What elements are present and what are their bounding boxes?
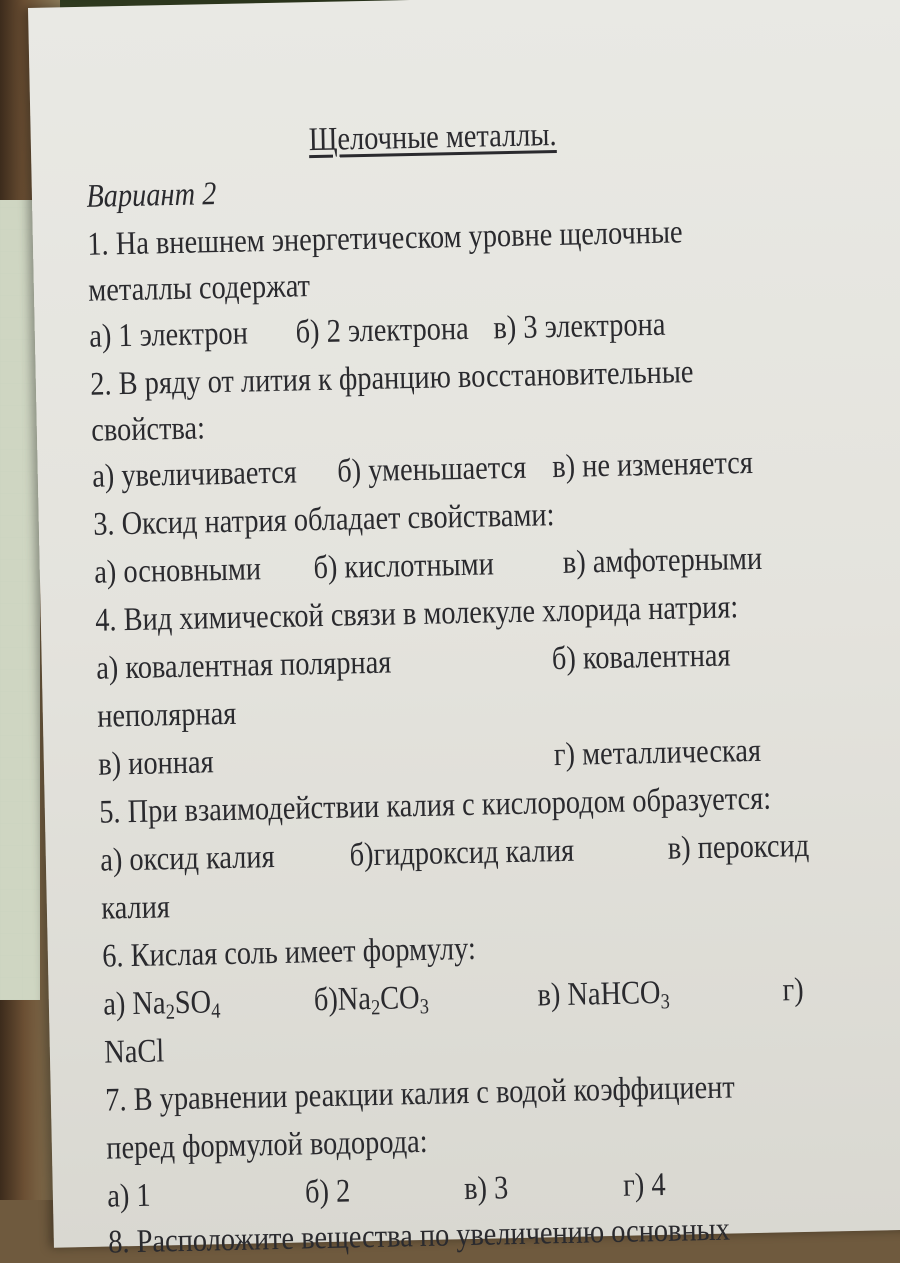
formula-part: SO: [174, 984, 212, 1022]
formula-subscript: 2: [165, 999, 176, 1024]
question-3-text: 3. Оксид натрия обладает свойствами:: [92, 497, 555, 543]
formula-subscript: 3: [660, 989, 671, 1014]
question-5-option-b: б)гидроксид калия: [349, 832, 575, 874]
question-6-option-d-continued: NaCl: [103, 1033, 165, 1071]
formula-subscript: 3: [419, 994, 430, 1019]
question-2-text-line2: свойства:: [90, 410, 206, 449]
worksheet-paper: [28, 0, 900, 1261]
question-6-option-d: г): [782, 971, 805, 1009]
question-7-text-line1: 7. В уравнении реакции калия с водой коэффициент: [104, 1069, 736, 1119]
question-4-option-a: а) ковалентная полярная: [95, 644, 392, 687]
formula-subscript: 4: [210, 998, 221, 1023]
question-2-option-b: б) уменьшается: [336, 449, 527, 490]
question-5-option-c-continued: калия: [100, 889, 171, 927]
formula-part: CO: [379, 980, 420, 1017]
question-6-option-c: [537, 975, 670, 1017]
question-1-text-line1: 1. На внешнем энергетическом уровне щелочные: [86, 214, 683, 263]
question-3-option-c: в) амфотерными: [562, 540, 763, 581]
question-6-option-a: [103, 984, 221, 1026]
question-4-option-b-continued: неполярная: [96, 695, 237, 735]
question-6-option-b: [314, 980, 430, 1022]
question-7-option-b: б) 2: [304, 1173, 351, 1211]
question-4-option-b: б) ковалентная: [551, 637, 731, 678]
question-5-text: 5. При взаимодействии калия с кислородом образуется:: [98, 780, 772, 831]
question-1-option-b: б) 2 электрона: [295, 310, 470, 351]
question-8-text: 8. Расположите вещества по увеличению основных: [107, 1211, 731, 1261]
question-7-text-line2: перед формулой водорода:: [105, 1123, 428, 1167]
question-4-option-d: г) металлическая: [553, 732, 762, 774]
question-4-option-c: в) ионная: [97, 744, 214, 783]
formula-part: б)Na: [313, 981, 372, 1019]
question-6-text: 6. Кислая соль имеет формулу:: [101, 930, 477, 975]
question-7-option-d: г) 4: [622, 1166, 666, 1204]
question-7-option-a: а) 1: [106, 1177, 152, 1215]
question-5-option-a: а) оксид калия: [99, 839, 275, 879]
formula-part: а) Na: [102, 985, 166, 1023]
formula-part: в) NaHCO: [537, 974, 661, 1014]
question-3-option-a: а) основными: [93, 551, 262, 591]
question-2-option-c: в) не изменяется: [551, 444, 754, 486]
page-title: Щелочные металлы.: [308, 116, 557, 159]
question-1-option-a: а) 1 электрон: [88, 315, 249, 355]
question-1-option-c: в) 3 электрона: [493, 306, 666, 347]
formula-subscript: 2: [370, 995, 381, 1020]
question-7-option-c: в) 3: [463, 1170, 509, 1208]
question-1-text-line2: металлы содержат: [87, 268, 311, 309]
variant-label: Вариант 2: [85, 176, 217, 215]
question-4-text: 4. Вид химической связи в молекуле хлорида натрия:: [94, 589, 739, 639]
question-2-text-line1: 2. В ряду от лития к францию восстановительные: [89, 354, 694, 403]
question-3-option-b: б) кислотными: [313, 546, 495, 587]
question-5-option-c: в) пероксид: [667, 827, 810, 867]
question-2-option-a: а) увеличивается: [91, 454, 298, 495]
